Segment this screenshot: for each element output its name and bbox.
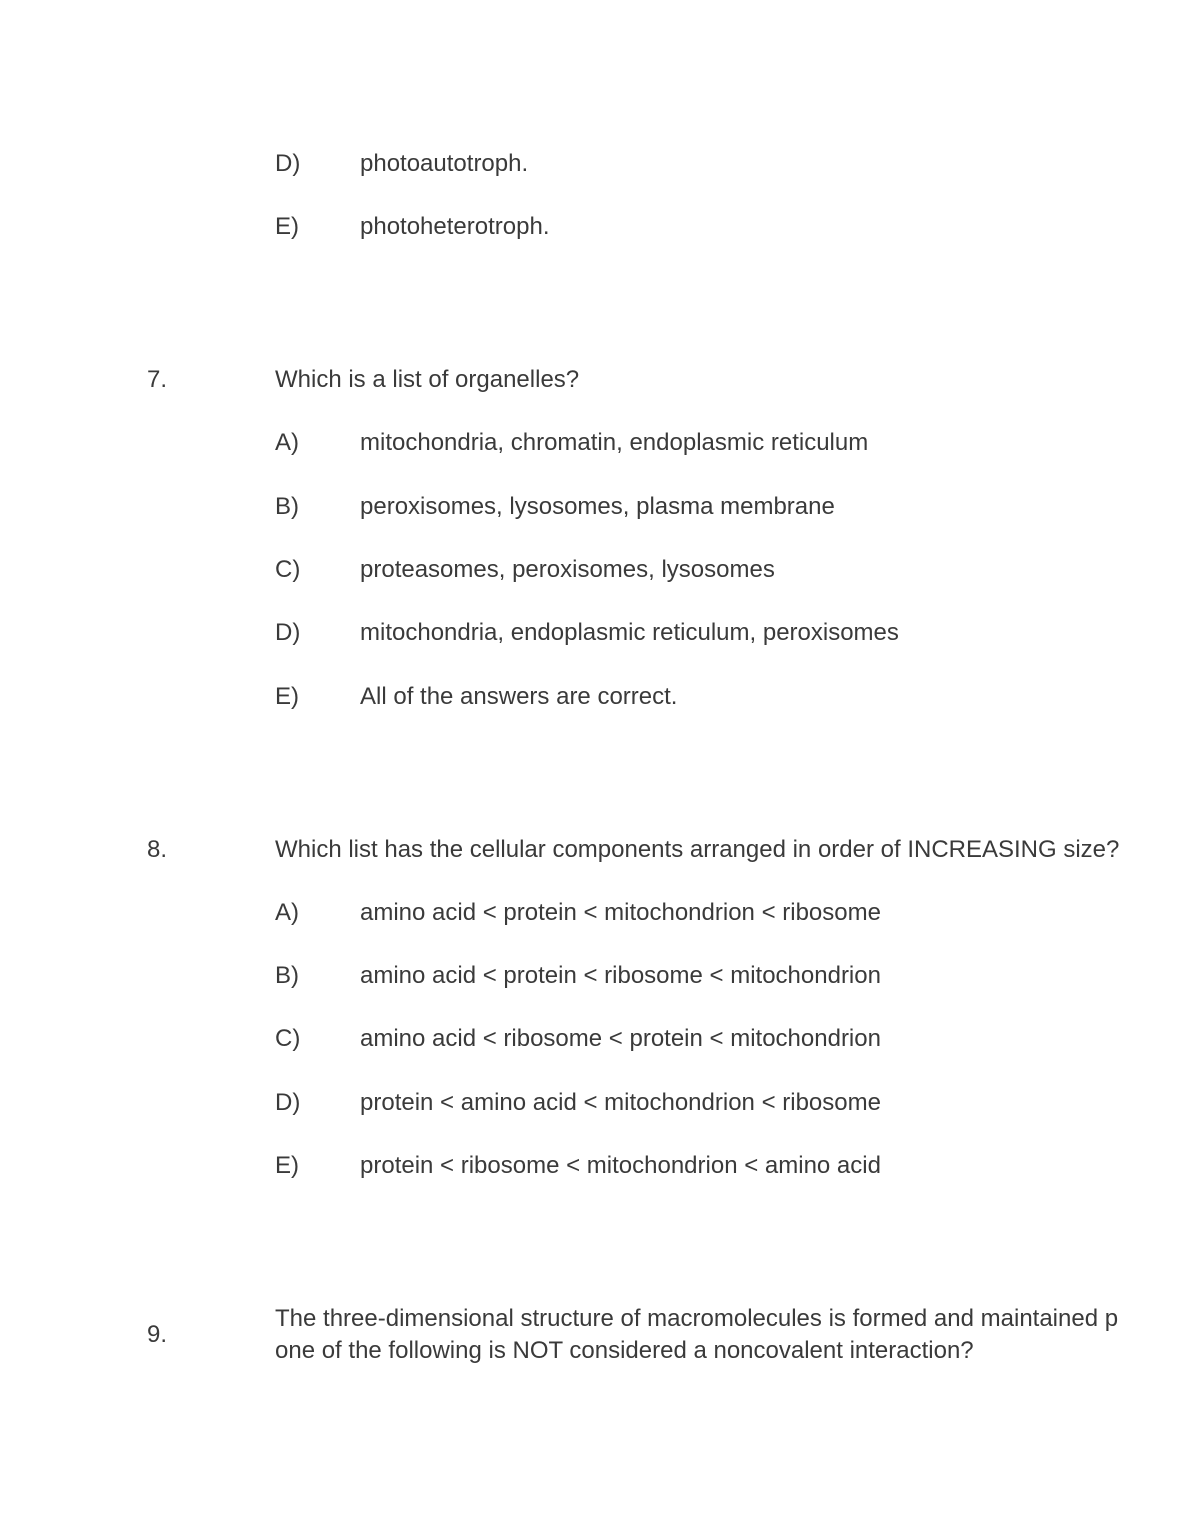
option-text: photoheterotroph.: [360, 213, 550, 240]
option-text: All of the answers are correct.: [360, 683, 678, 710]
option-letter: E): [275, 1152, 299, 1179]
option-letter: D): [275, 619, 301, 646]
option-text: amino acid < protein < ribosome < mitochondrion: [360, 962, 881, 989]
question-number: 7.: [147, 366, 168, 393]
option-letter: E): [275, 213, 299, 240]
question-text-line: The three-dimensional structure of macromolecules is formed and maintained p: [275, 1305, 1119, 1332]
option-letter: D): [275, 150, 301, 177]
option-text: mitochondria, endoplasmic reticulum, peroxisomes: [360, 619, 899, 646]
option-letter: D): [275, 1089, 301, 1116]
option-letter: C): [275, 556, 301, 583]
option-text: protein < amino acid < mitochondrion < ribosome: [360, 1089, 881, 1116]
option-text: photoautotroph.: [360, 150, 529, 177]
question-text: Which is a list of organelles?: [275, 366, 580, 393]
option-letter: B): [275, 962, 299, 989]
option-text: proteasomes, peroxisomes, lysosomes: [360, 556, 775, 583]
option-letter: C): [275, 1025, 301, 1052]
question-number: 9.: [147, 1321, 168, 1348]
question-text-line: one of the following is NOT considered a noncovalent interaction?: [275, 1337, 974, 1364]
option-text: amino acid < ribosome < protein < mitochondrion: [360, 1025, 881, 1052]
option-text: mitochondria, chromatin, endoplasmic reticulum: [360, 429, 869, 456]
option-text: amino acid < protein < mitochondrion < ribosome: [360, 899, 881, 926]
option-letter: E): [275, 683, 299, 710]
option-letter: A): [275, 429, 299, 456]
option-text: protein < ribosome < mitochondrion < amino acid: [360, 1152, 881, 1179]
option-letter: A): [275, 899, 299, 926]
option-letter: B): [275, 493, 299, 520]
question-text: Which list has the cellular components arranged in order of INCREASING size?: [275, 836, 1120, 863]
option-text: peroxisomes, lysosomes, plasma membrane: [360, 493, 835, 520]
question-number: 8.: [147, 836, 168, 863]
